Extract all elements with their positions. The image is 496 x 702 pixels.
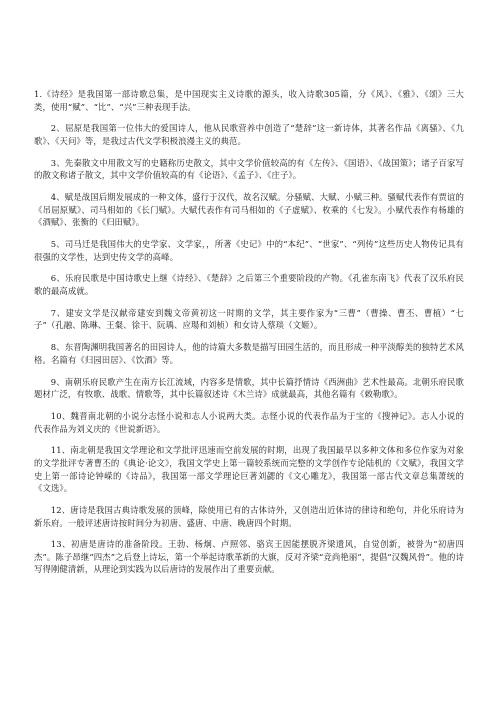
paragraph-7: 7、建安文学是汉献帝建安到魏文帝黄初这一时期的文学，其主要作家为“三曹”（曹操、曹丕、曹植）“七子”（孔融、陈琳、王粲、徐干、阮瑀、应瑒和刘桢）和女诗人蔡琰（文姬）。: [34, 307, 464, 331]
paragraph-8: 8、东晋陶渊明我国著名的田园诗人，他的诗篇大多数是描写田园生活的，而且形成一种平淡醇美的独特艺术风格。名篇有《归园田居》、《饮酒》等。: [34, 342, 464, 365]
paragraph-4: 4、赋是战国后期发展成的一种文体，盛行于汉代，故名汉赋。分骚赋、大赋、小赋三种。骚赋代表作有贾谊的《吊屈原赋》、司马相如的《长门赋》。大赋代表作有司马相如的《子虚赋》、枚乘的《七发》。小赋代表作有杨雄的《酒赋》、张衡的《归田赋》。: [34, 192, 464, 228]
paragraph-11: 11、南北朝是我国文学理论和文学批评迅速而空前发展的时期，出现了我国最早以多种文体和多位作家为对象的文学批评专著曹丕的《典论·论文》，我国文学史上第一篇较系统而完整的文学创作专论陆机的《文赋》，我国文学史上第一部诗论钟嵘的《诗品》，我国第一部文学理论巨著刘勰的《文心雕龙》，我国第一部古代文章总集萧统的《文选》。: [34, 445, 464, 494]
paragraph-3: 3、先秦散文中用散文写的史籍称历史散文，其中文学价值较高的有《左传》、《国语》、《战国策》；诸子百家写的散文称诸子散文，其中文学价值较高的有《论语》、《孟子》、《庄子》。: [34, 157, 464, 181]
paragraph-5: 5、司马迁是我国伟大的史学家、文学家，，所著《史记》中的“本纪”、“世家”、“列传”这些历史人物传记具有很强的文学性，达到史传文学的高峰。: [34, 239, 464, 262]
paragraph-2: 2、屈原是我国第一位伟大的爱国诗人，他从民歌营养中创造了“楚辞”这一新诗体，其著名作品《离骚》、《九歌》、《天问》等，是我过古代文学积极浪漫主义的典范。: [34, 123, 464, 146]
document-body: [34, 88, 464, 585]
paragraph-13: 13、初唐是唐诗的准备阶段。王勃、杨炯、卢照邻、骆宾王因能摆脱齐梁遗风，自觉创新，被誉为“初唐四杰”。陈子昂继“四杰”之后登上诗坛，第一个举起诗歌革新的大旗，反对齐梁“竞尚艳丽”，提倡“汉魏风骨”。他的诗写得刚健清新，从理论到实践为以后唐诗的发展作出了重要贡献。: [34, 539, 464, 575]
paragraph-6: 6、乐府民歌是中国诗歌史上继《诗经》、《楚辞》之后第三个重要阶段的产物。《孔雀东南飞》代表了汉乐府民歌的最高成就。: [34, 273, 464, 297]
paragraph-12: 12、唐诗是我国古典诗歌发展的顶峰，除使用已有的古体诗外，又创造出近体诗的律诗和绝句，并化乐府诗为新乐府。一般评述唐诗按时间分为初唐、盛唐、中唐、晚唐四个时期。: [34, 504, 464, 528]
paragraph-1: 1.《诗经》是我国第一部诗歌总集，是中国现实主义诗歌的源头，收入诗歌305篇，分《风》、《雅》、《颂》三大类，使用“赋”、“比”、“兴”三种表现手法。: [34, 89, 464, 112]
paragraph-9: 9、南朝乐府民歌产生在南方长江流域，内容多是情歌，其中长篇抒情诗《西洲曲》艺术性最高。北朝乐府民歌题材广泛，有牧歌、战歌、情歌等，其中长篇叙述诗《木兰诗》成就最高，其他名篇有《敕勒歌》。: [34, 376, 464, 400]
paragraph-10: 10、魏晋南北朝的小说分志怪小说和志人小说两大类。志怪小说的代表作品为于宝的《搜神记》。志人小说的代表作品为刘义庆的《世说新语》。: [34, 410, 464, 434]
